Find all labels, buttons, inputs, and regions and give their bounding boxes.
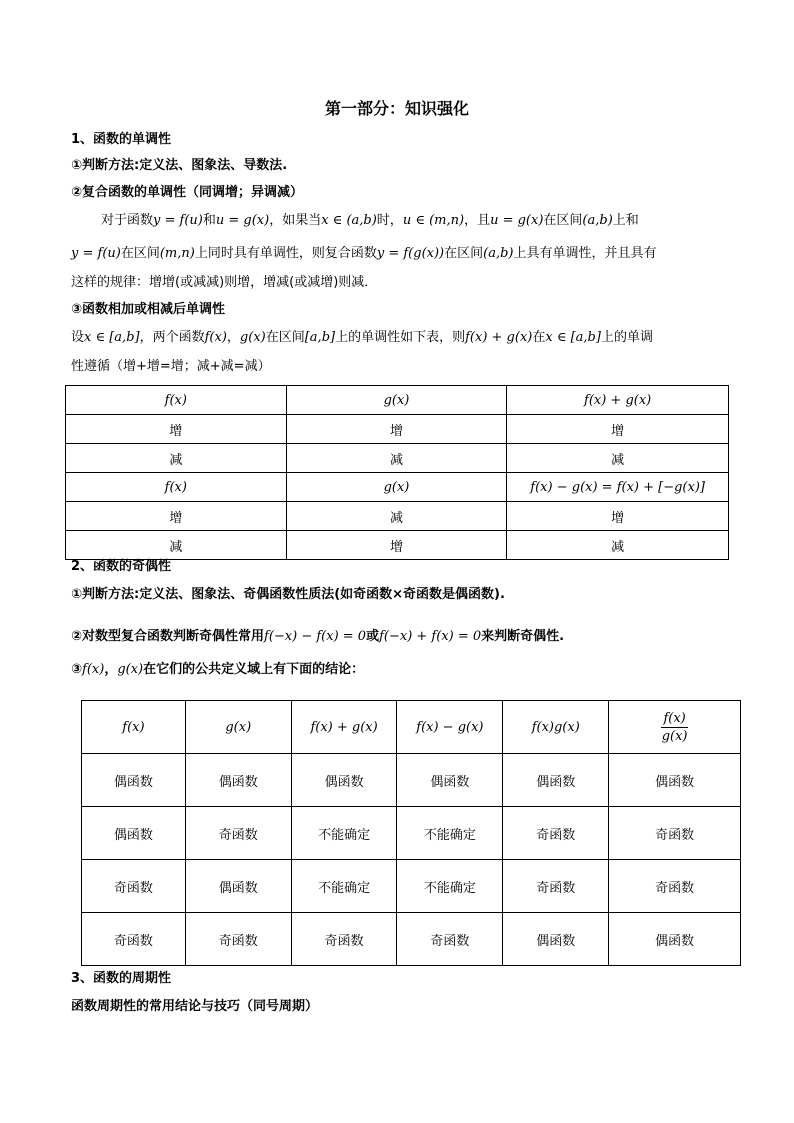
section-3-heading: 3、函数的周期性 — [71, 971, 172, 986]
table-header-cell: g(x) — [185, 701, 291, 754]
table-row — [66, 415, 729, 444]
table-row — [66, 386, 729, 415]
s2-log-composite: ②对数型复合函数判断奇偶性常用f(−x) − f(x) = 0或f(−x) + f(x) = 0来判断奇偶性. — [71, 629, 565, 644]
table-header-cell — [609, 701, 741, 754]
page-title: 第一部分：知识强化 — [324, 99, 469, 118]
table-cell: 偶函数 — [609, 913, 741, 966]
table-cell: g(x) — [286, 473, 507, 502]
table-cell: 不能确定 — [397, 860, 503, 913]
table-cell: 奇函数 — [82, 860, 186, 913]
table-cell: 奇函数 — [609, 807, 741, 860]
table-cell: 偶函数 — [185, 754, 291, 807]
table-cell: 增 — [66, 502, 287, 531]
table-header-cell: f(x) − g(x) — [397, 701, 503, 754]
table-cell: 不能确定 — [397, 807, 503, 860]
table-row — [82, 913, 741, 966]
table-cell: 偶函数 — [291, 754, 397, 807]
table-cell: 奇函数 — [82, 913, 186, 966]
parity-table — [81, 700, 741, 966]
table-row — [66, 502, 729, 531]
table-row — [82, 860, 741, 913]
table-cell: 减 — [66, 444, 287, 473]
table-cell: 奇函数 — [397, 913, 503, 966]
table-cell: 奇函数 — [503, 807, 609, 860]
table-cell: f(x) — [66, 386, 287, 415]
s1-composite-line1: 对于函数y = f(u)和u = g(x)，如果当x ∈ (a,b)时，u ∈ (m,n)，且u = g(x)在区间(a,b)上和 — [101, 213, 639, 228]
table-cell: 减 — [66, 531, 287, 560]
table-cell: 增 — [507, 502, 729, 531]
table-cell: f(x) — [66, 473, 287, 502]
table-cell: 减 — [507, 531, 729, 560]
s1-composite-line2: y = f(u)在区间(m,n)上同时具有单调性，则复合函数y = f(g(x))在区间(a,b)上具有单调性，并且具有 — [71, 246, 657, 261]
table-cell: 奇函数 — [185, 807, 291, 860]
s1-composite-title: ②复合函数的单调性（同调增；异调减） — [71, 185, 304, 200]
table-cell: 增 — [66, 415, 287, 444]
table-cell: 不能确定 — [291, 807, 397, 860]
table-cell: 偶函数 — [503, 754, 609, 807]
table-header-cell: f(x) — [82, 701, 186, 754]
s3-periodicity-tips: 函数周期性的常用结论与技巧（同号周期） — [71, 999, 319, 1014]
s2-conclusion-intro: ③f(x)，g(x)在它们的公共定义域上有下面的结论： — [71, 662, 365, 677]
s1-composite-line3: 这样的规律：增增(或减减)则增，增减(或减增)则减． — [71, 275, 378, 290]
table-cell: g(x) — [286, 386, 507, 415]
s1-judge-methods: ①判断方法:定义法、图象法、导数法. — [71, 158, 288, 173]
table-cell: 偶函数 — [185, 860, 291, 913]
fraction-denominator: g(x) — [661, 728, 688, 744]
table-cell: 偶函数 — [397, 754, 503, 807]
section-1-heading: 1、函数的单调性 — [71, 132, 172, 147]
table-row — [66, 473, 729, 502]
table-row — [82, 754, 741, 807]
table-cell: 增 — [286, 531, 507, 560]
table-cell: 偶函数 — [609, 754, 741, 807]
table-cell: 增 — [507, 415, 729, 444]
section-2-heading: 2、函数的奇偶性 — [71, 559, 172, 574]
table-cell: 减 — [507, 444, 729, 473]
table-cell: 奇函数 — [503, 860, 609, 913]
fraction — [661, 710, 687, 745]
table-row — [66, 444, 729, 473]
fraction-numerator: f(x) — [663, 710, 686, 726]
table-cell: 偶函数 — [82, 754, 186, 807]
table-cell: 奇函数 — [609, 860, 741, 913]
s1-add-sub-line2: 性遵循（增+增=增；减+减=减） — [71, 359, 271, 374]
table-cell: f(x) − g(x) = f(x) + [−g(x)] — [507, 473, 729, 502]
s1-add-sub-line1: 设x ∈ [a,b]，两个函数f(x)，g(x)在区间[a,b]上的单调性如下表，则f(x) + g(x)在x ∈ [a,b]上的单调 — [71, 330, 653, 345]
table-cell: f(x) + g(x) — [507, 386, 729, 415]
s2-judge-methods: ①判断方法:定义法、图象法、奇偶函数性质法(如奇函数×奇函数是偶函数). — [71, 587, 505, 602]
table-row — [82, 701, 741, 754]
table-cell: 偶函数 — [503, 913, 609, 966]
table-header-cell: f(x)g(x) — [503, 701, 609, 754]
table-cell: 奇函数 — [185, 913, 291, 966]
table-cell: 减 — [286, 444, 507, 473]
table-cell: 奇函数 — [291, 913, 397, 966]
table-cell: 偶函数 — [82, 807, 186, 860]
table-row — [82, 807, 741, 860]
monotonicity-table — [65, 385, 729, 560]
table-header-cell: f(x) + g(x) — [291, 701, 397, 754]
table-cell: 增 — [286, 415, 507, 444]
table-cell: 不能确定 — [291, 860, 397, 913]
table-cell: 减 — [286, 502, 507, 531]
s1-add-sub-title: ③函数相加或相减后单调性 — [71, 302, 226, 317]
table-row — [66, 531, 729, 560]
